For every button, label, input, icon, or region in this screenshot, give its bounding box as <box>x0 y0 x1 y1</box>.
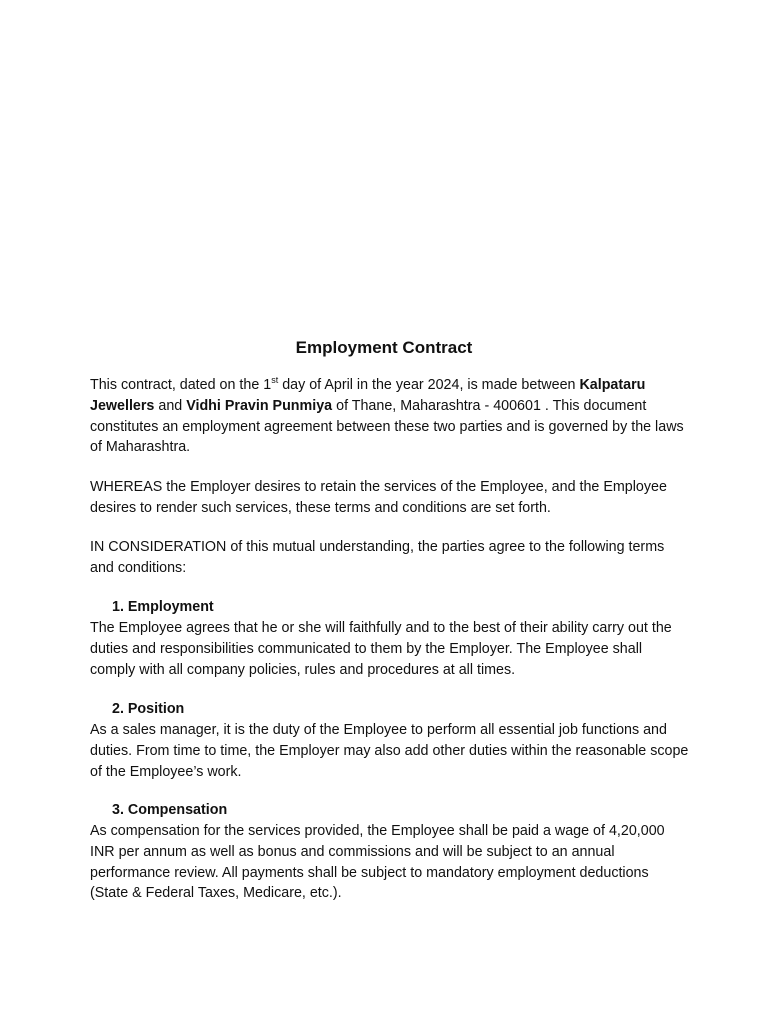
intro-text-1: This contract, dated on the 1 <box>90 377 272 393</box>
whereas-paragraph: WHEREAS the Employer desires to retain the services of the Employee, and the Employee desires to render such services, these terms and conditions are set forth. <box>90 479 667 516</box>
section-body-position: As a sales manager, it is the duty of the Employee to perform all essential job functions and duties. From time to time, the Employer may also add other duties within the reasonable scope of the Employee’s work. <box>90 722 689 780</box>
section-body-compensation: As compensation for the services provided, the Employee shall be paid a wage of 4,20,000 INR per annum as well as bonus and commissions and will be subject to an annual performance review. All payments shall be subject to mandatory employment deductions (State & Federal Taxes, Medicare, etc.). <box>90 823 665 902</box>
document-title: Employment Contract <box>295 338 473 357</box>
intro-text-4: of Thane, Maharashtra - 400601 . This document constitutes an employment agreement between these two parties and is governed by the laws of Maharashtra. <box>90 397 684 456</box>
intro-text-2: day of April in the year 2024, is made between <box>278 377 580 393</box>
consideration-paragraph: IN CONSIDERATION of this mutual understanding, the parties agree to the following terms and conditions: <box>90 539 665 576</box>
section-body-employment: The Employee agrees that he or she will faithfully and to the best of their ability carry out the duties and responsibilities communicated to them by the Employer. The Employee shall comply with all company policies, rules and procedures at all times. <box>90 620 672 678</box>
employee-name: Vidhi Pravin Punmiya <box>186 397 333 414</box>
section-heading-position: 2. Position <box>112 701 185 717</box>
intro-text-3: and <box>154 397 187 414</box>
ordinal-suffix: st <box>271 375 279 386</box>
section-heading-compensation: 3. Compensation <box>112 802 228 818</box>
section-heading-employment: 1. Employment <box>112 599 214 615</box>
employer-name: Kalpataru Jewellers <box>90 377 646 414</box>
intro-paragraph <box>90 375 690 458</box>
